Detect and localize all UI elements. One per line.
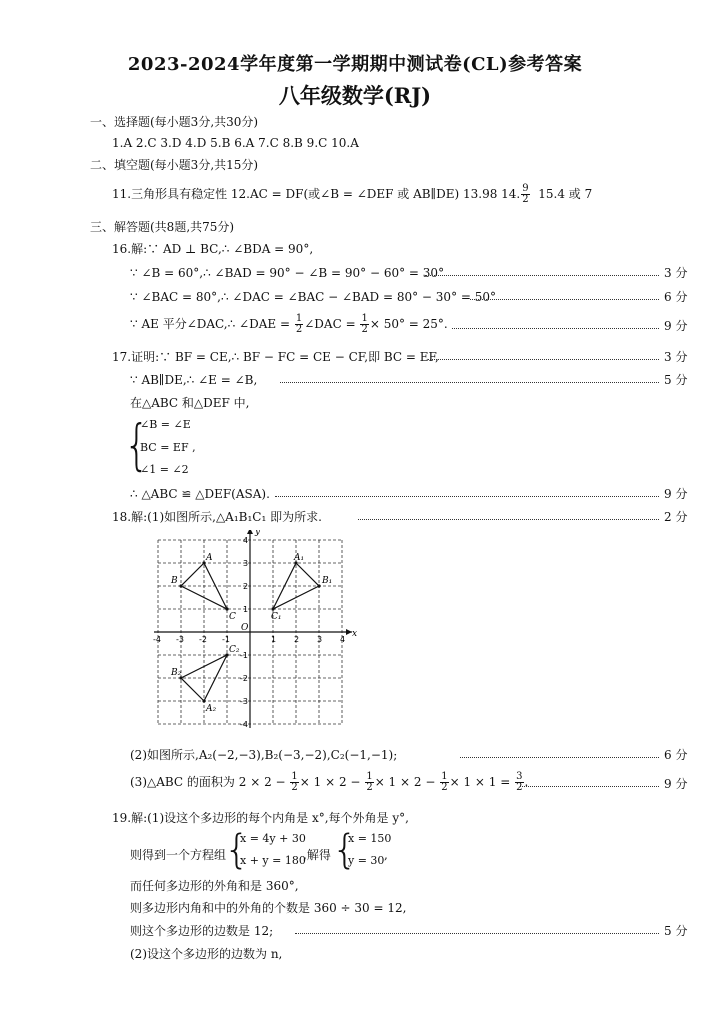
score: 9 分 [664,319,688,333]
frac-num: 9 [522,183,529,194]
y-tick-label: 2 [243,582,249,591]
x-tick-label: -4 [153,635,161,644]
score: 6 分 [664,290,688,304]
section2-answers-b: 15.4 或 7 [538,187,593,201]
page-subtitle: 八年级数学(RJ) [278,83,432,108]
section1-heading: 一、选择题(每小题3分,共30分) [90,115,259,129]
fraction [290,772,298,793]
q16-line1: 16.解:∵ AD ⊥ BC,∴ ∠BDA = 90°, [112,242,314,256]
text: × 1 × 2 − [299,775,361,789]
y-tick-label: -1 [240,651,248,660]
q17-system-line3: ∠1 = ∠2 [140,463,189,476]
fraction [365,772,373,793]
frac-den: 2 [295,324,303,335]
frac-den: 2 [516,782,523,793]
triangle-vertex [225,607,228,610]
q17-line1-text: 17.证明:∵ BF = CE,∴ BF − FC = CE − CF,即 BC = EF, [112,350,439,364]
y-tick-label: -3 [240,697,248,706]
frac-den: 2 [441,782,448,793]
q17-line2-text: ∵ AB∥DE,∴ ∠E = ∠B, [130,373,258,387]
x-tick-label: -1 [222,635,230,644]
triangle-vertex [202,699,205,702]
q17-line2 [0,372,710,388]
q19-line3: 而任何多边形的外角和是 360°, [130,879,299,893]
q17-system-line2: BC = EF , [140,441,196,454]
vertex-label: A₂ [206,704,217,714]
q19-line2-a: 则得到一个方程组 [130,848,227,862]
x-tick-label: 3 [317,635,323,644]
fraction-14 [521,184,529,205]
score: 6 分 [664,748,688,762]
dot-leader [520,786,659,787]
brace-icon: { [332,827,358,873]
text: × 50° = 25°. [369,317,448,331]
frac-num: 1 [366,771,373,782]
triangle-vertex [271,607,274,610]
q18-line2 [0,747,710,763]
q18-line1-text: 18.解:(1)如图所示,△A₁B₁C₁ 即为所求. [112,510,322,524]
vertex-label: A [206,553,213,563]
q16-line3 [0,289,710,305]
section2-heading: 二、填空题(每小题3分,共15分) [90,158,259,172]
score: 2 分 [664,510,688,524]
q18-line3 [0,771,710,793]
vertex-label: C₂ [229,645,240,655]
q17-line4 [0,486,710,502]
q19-line5 [0,923,710,939]
vertex-label: C₁ [271,612,282,622]
q18-line3-text [130,772,528,793]
dot-leader [295,933,659,934]
fraction [515,772,523,793]
q16-line4-text [130,314,448,335]
frac-den: 2 [361,324,368,335]
q19-line1: 19.解:(1)设这个多边形的每个内角是 x°,每个外角是 y°, [112,811,409,825]
frac-num: 3 [516,771,523,782]
x-tick-label: -2 [199,635,207,644]
y-axis-label: y [255,530,261,537]
q19-line2-c: , [384,848,388,862]
frac-den: 2 [291,782,298,793]
frac-num: 1 [295,313,303,324]
y-tick-label: -2 [240,674,248,683]
q19-system1-line1: x = 4y + 30 [240,832,306,845]
section1-answers: 1.A 2.C 3.D 4.D 5.B 6.A 7.C 8.B 9.C 10.A [112,136,359,150]
dot-leader [428,359,659,360]
frac-den: 2 [366,782,373,793]
y-tick-label: 1 [243,605,249,614]
dot-leader [452,328,659,329]
score: 3 分 [664,350,688,364]
page-title: 2023-2024学年度第一学期期中测试卷(CL)参考答案 [127,54,583,75]
q16-line4 [0,313,710,335]
y-tick-label: 4 [243,536,249,545]
q19-system2-line1: x = 150 [348,832,392,845]
section2-answers-a: 11.三角形具有稳定性 12.AC = DF(或∠B = ∠DEF 或 AB∥DE) 13.98 14. [112,187,521,201]
frac-num: 1 [361,313,368,324]
triangle-vertex [317,584,320,587]
fraction [360,314,368,335]
dot-leader [275,496,659,497]
x-tick-label: -3 [176,635,184,644]
dot-leader [425,275,659,276]
x-tick-label: 1 [271,635,277,644]
y-tick-label: -4 [240,720,248,729]
q17-line3: 在△ABC 和△DEF 中, [130,396,250,410]
x-axis-label: x [352,629,358,639]
vertex-label: B [171,576,178,586]
brace-icon: { [224,827,250,873]
score: 9 分 [664,777,688,791]
score: 3 分 [664,266,688,280]
x-tick-label: 2 [294,635,300,644]
dot-leader [358,519,659,520]
frac-num: 1 [291,771,298,782]
frac-num: 1 [441,771,448,782]
q19-system1-line2: x + y = 180 [240,854,306,867]
score: 9 分 [664,487,688,501]
section3-heading: 三、解答题(共8题,共75分) [90,220,235,234]
q19-line4: 则多边形内角和中的外角的个数是 360 ÷ 30 = 12, [130,901,407,915]
text: ∵ AE 平分∠DAC,∴ ∠DAE = [130,317,291,331]
section2-answers [112,184,592,205]
dot-leader [460,757,659,758]
text: ∠DAC = [304,317,356,331]
coordinate-grid-figure [150,530,365,735]
q19-line2-b: ,解得 [303,848,331,862]
q16-line2 [0,265,710,281]
text: (3)△ABC 的面积为 2 × 2 − [130,775,286,789]
q19-line5-text: 则这个多边形的边数是 12; [130,924,274,938]
score: 5 分 [664,924,688,938]
triangle-vertex [179,584,182,587]
fraction [440,772,448,793]
q19-line6: (2)设这个多边形的边数为 n, [130,947,283,961]
q17-line1 [0,349,710,365]
y-axis-arrow-icon [247,530,253,534]
dot-leader [280,382,659,383]
q19-system2-line2: y = 30 [348,854,385,867]
brace-icon: { [124,414,150,478]
frac-den: 2 [522,194,529,205]
score: 5 分 [664,373,688,387]
vertex-label: B₁ [322,576,333,586]
q18-line2-text: (2)如图所示,A₂(−2,−3),B₂(−3,−2),C₂(−1,−1); [130,748,398,762]
vertex-label: A₁ [294,553,305,563]
text: . [524,775,529,789]
text: × 1 × 2 − [374,775,436,789]
q16-line2-text: ∵ ∠B = 60°,∴ ∠BAD = 90° − ∠B = 90° − 60° = 30° [130,266,445,280]
q18-line1 [0,509,710,525]
dot-leader [470,299,659,300]
x-tick-label: 4 [340,635,346,644]
q17-line4-text: ∴ △ABC ≌ △DEF(ASA). [130,487,270,501]
origin-label: O [241,623,249,633]
y-tick-label: 3 [243,559,249,568]
vertex-label: B₂ [171,668,182,678]
q17-system-line1: ∠B = ∠E [140,418,191,431]
fraction [295,314,303,335]
q16-line3-text: ∵ ∠BAC = 80°,∴ ∠DAC = ∠BAC − ∠BAD = 80° − 30° = 50° [130,290,497,304]
vertex-label: C [229,612,236,622]
text: × 1 × 1 = [449,775,511,789]
